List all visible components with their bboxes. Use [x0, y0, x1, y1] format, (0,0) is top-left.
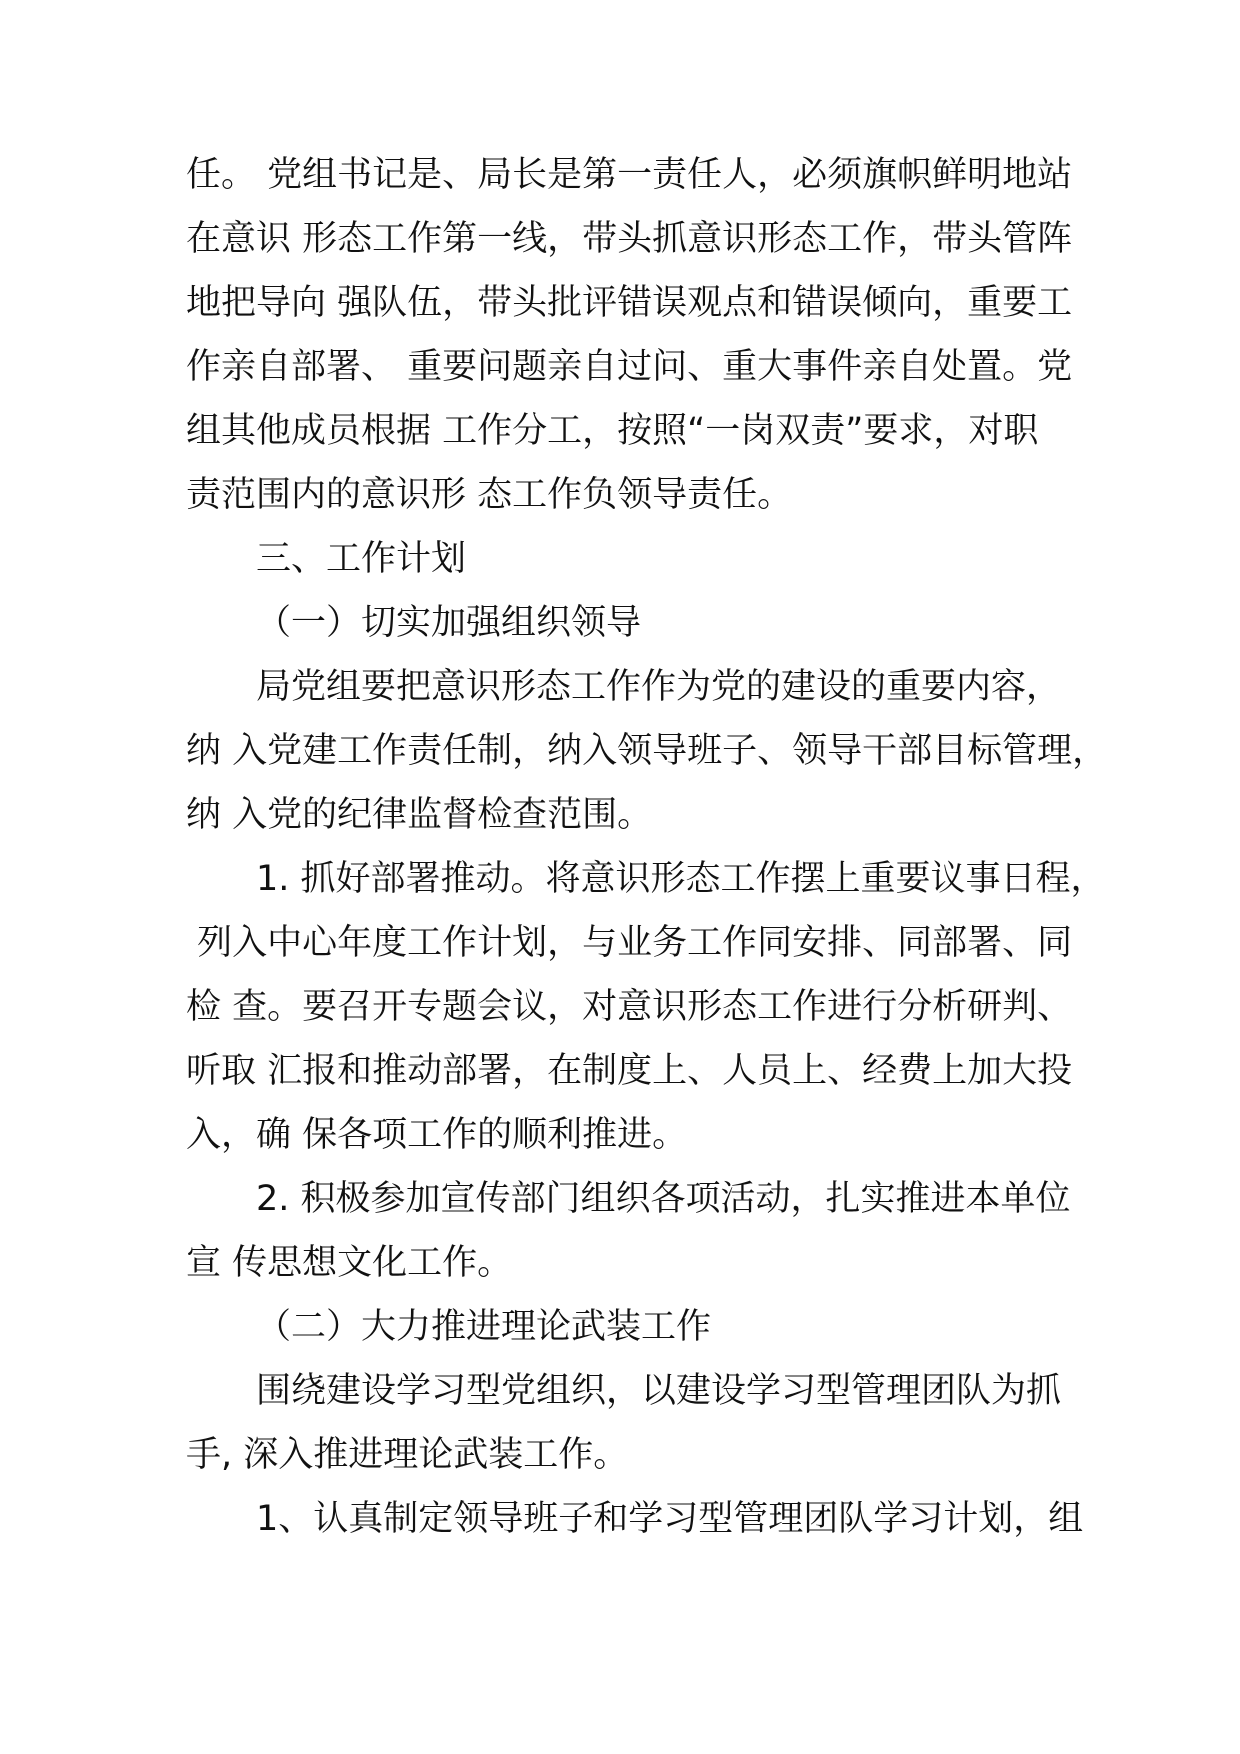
- text-line: 作亲自部署、 重要问题亲自过问、重大事件亲自处置。党: [186, 347, 1073, 387]
- text-line: 纳 入党建工作责任制，纳入领导班子、领导干部目标管理，: [186, 731, 1108, 771]
- text-line: 听取 汇报和推动部署，在制度上、人员上、经费上加大投: [186, 1051, 1073, 1091]
- text-line: 局党组要把意识形态工作作为党的建设的重要内容，: [256, 667, 1062, 707]
- text-line: 手, 深入推进理论武装工作。: [186, 1435, 629, 1475]
- list-item: 1、认真制定领导班子和学习型管理团队学习计划，组: [256, 1499, 1084, 1539]
- text-line: 检 查。要召开专题会议，对意识形态工作进行分析研判、: [186, 987, 1073, 1027]
- text-line: 宣 传思想文化工作。: [186, 1243, 513, 1283]
- section-heading: 三、工作计划: [256, 539, 467, 579]
- text-line: 纳 入党的纪律监督检查范围。: [186, 795, 653, 835]
- list-item: 2. 积极参加宣传部门组织各项活动，扎实推进本单位: [256, 1179, 1071, 1219]
- text-line: 围绕建设学习型党组织，以建设学习型管理团队为抓: [256, 1371, 1062, 1411]
- subsection-heading: （一）切实加强组织领导: [256, 603, 642, 643]
- text-line: 任。 党组书记是、局长是第一责任人，必须旗帜鲜明地站: [186, 155, 1073, 195]
- subsection-heading: （二）大力推进理论武装工作: [256, 1307, 712, 1347]
- list-item: 1. 抓好部署推动。将意识形态工作摆上重要议事日程，: [256, 859, 1106, 899]
- text-line: 入，确 保各项工作的顺利推进。: [186, 1115, 688, 1155]
- text-line: 列入中心年度工作计划，与业务工作同安排、同部署、同: [186, 923, 1073, 963]
- text-line: 组其他成员根据 工作分工，按照“一岗双责”要求，对职: [186, 411, 1039, 451]
- text-line: 地把导向 强队伍，带头批评错误观点和错误倾向，重要工: [186, 283, 1073, 323]
- text-line: 责范围内的意识形 态工作负领导责任。: [186, 475, 793, 515]
- text-line: 在意识 形态工作第一线，带头抓意识形态工作，带头管阵: [186, 219, 1073, 259]
